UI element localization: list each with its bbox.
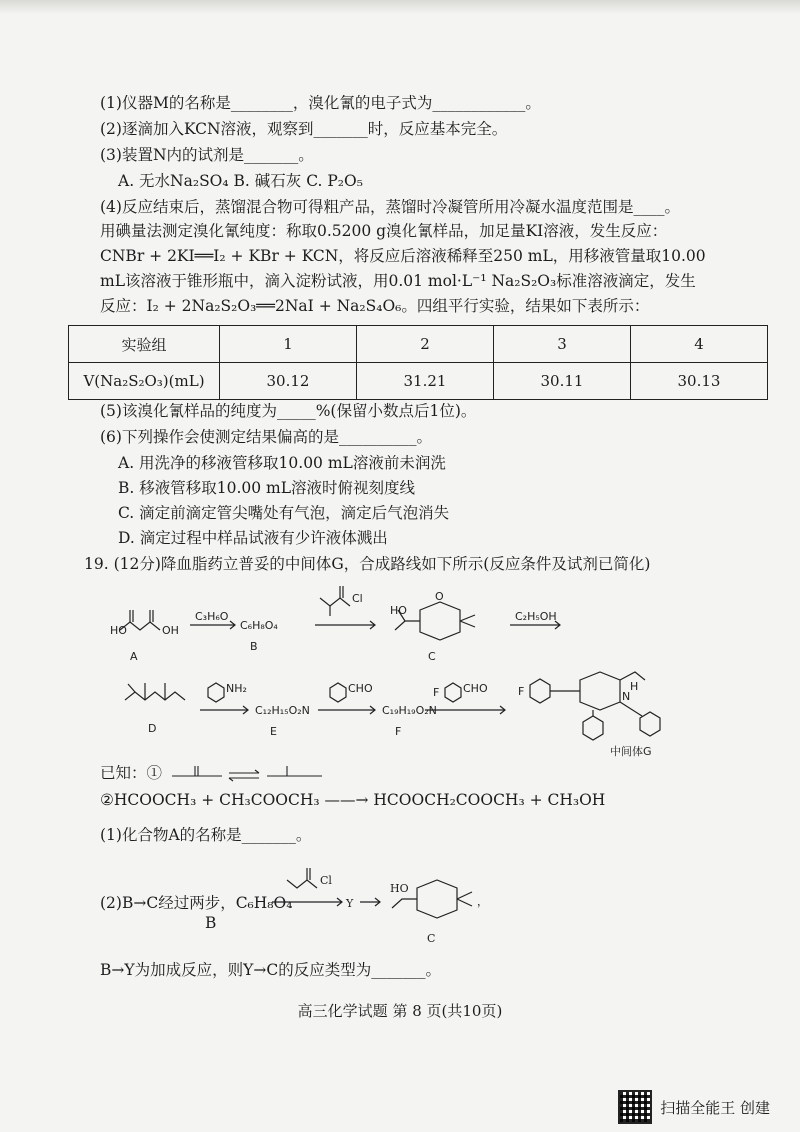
- tautomer-equation: [167, 764, 327, 784]
- question-4-line-3: CNBr + 2KI══I₂ + KBr + KCN，将反应后溶液稀释至250 mL，用移液管量取10.00: [100, 247, 706, 265]
- table-header-cell: 实验组: [69, 326, 220, 363]
- question-4-line-5: 反应：I₂ + 2Na₂S₂O₃══2NaI + Na₂S₄O₆。四组平行实验，结果如下表所示：: [100, 297, 650, 315]
- known-1: 已知：①: [100, 763, 327, 784]
- svg-text:CHO: CHO: [463, 682, 488, 695]
- scan-edge: [0, 0, 800, 14]
- svg-text:F: F: [518, 685, 525, 698]
- label-D: D: [148, 722, 157, 735]
- question-6: (6)下列操作会使测定结果偏高的是__________。: [100, 428, 432, 446]
- titration-table: [68, 325, 768, 400]
- question-6-option-c: C. 滴定前滴定管尖嘴处有气泡，滴定后气泡消失: [118, 504, 450, 522]
- table-cell: 30.13: [631, 363, 768, 400]
- table-row: [69, 326, 768, 363]
- known-2: ②HCOOCH₃ + CH₃COOCH₃ ——→ HCOOCH₂COOCH₃ + CH₃OH: [100, 791, 606, 809]
- question-4-line-2: 用碘量法测定溴化氰纯度：称取0.5200 g溴化氰样品，加足量KI溶液，发生反应：: [100, 222, 668, 240]
- label-C: C: [428, 650, 436, 663]
- question-6-option-a: A. 用洗净的移液管移取10.00 mL溶液前未润洗: [118, 454, 446, 472]
- q2-scheme: [272, 860, 492, 950]
- label-E: E: [270, 725, 277, 738]
- formula-F: C₁₉H₁₉O₂N: [382, 704, 437, 717]
- question-19-title: 19. (12分)降血脂药立普妥的中间体G，合成路线如下所示(反应条件及试剂已简化): [84, 555, 651, 573]
- svg-text:N: N: [622, 690, 631, 703]
- svg-text:O: O: [435, 590, 444, 603]
- svg-text:，: ，: [477, 895, 488, 908]
- table-row-label: V(Na₂S₂O₃)(mL): [69, 363, 220, 400]
- synthesis-scheme: [90, 580, 710, 760]
- q19-part-1: (1)化合物A的名称是_______。: [100, 826, 312, 844]
- svg-text:Cl: Cl: [320, 874, 332, 887]
- q19-part-2-question: B→Y为加成反应，则Y→C的反应类型为_______。: [100, 961, 441, 979]
- svg-text:F: F: [433, 686, 440, 699]
- question-1: (1)仪器M的名称是________，溴化氰的电子式为____________。: [100, 94, 541, 112]
- qr-code-icon: [618, 1090, 652, 1124]
- question-4-line-1: (4)反应结束后，蒸馏混合物可得粗产品，蒸馏时冷凝管所用冷凝水温度范围是____。: [100, 198, 680, 216]
- question-2: (2)逐滴加入KCN溶液，观察到_______时，反应基本完全。: [100, 120, 508, 138]
- table-row: [69, 363, 768, 400]
- q19-part-2: (2)B→C经过两步，C₆H₈O₄: [100, 894, 293, 912]
- table-cell: 30.11: [494, 363, 631, 400]
- table-cell: 30.12: [220, 363, 357, 400]
- table-header-cell: 2: [357, 326, 494, 363]
- label-B: B: [250, 640, 258, 653]
- formula-B: C₆H₈O₄: [240, 619, 278, 632]
- svg-text:Cl: Cl: [352, 592, 363, 605]
- scanner-watermark: 扫描全能王 创建: [618, 1090, 770, 1124]
- question-5: (5)该溴化氰样品的纯度为_____%(保留小数点后1位)。: [100, 402, 477, 420]
- question-6-option-b: B. 移液管移取10.00 mL溶液时俯视刻度线: [118, 479, 416, 497]
- question-6-option-d: D. 滴定过程中样品试液有少许液体溅出: [118, 529, 388, 547]
- question-4-line-4: mL该溶液于锥形瓶中，滴入淀粉试液，用0.01 mol·L⁻¹ Na₂S₂O₃标准溶液滴定，发生: [100, 272, 696, 290]
- svg-text:HO: HO: [390, 604, 407, 617]
- question-3: (3)装置N内的试剂是_______。: [100, 146, 314, 164]
- reagent-1: C₃H₆O: [195, 610, 229, 623]
- reagent-3: C₂H₅OH: [515, 610, 557, 623]
- svg-text:HO: HO: [390, 882, 409, 895]
- q2-label-B: B: [205, 914, 217, 932]
- table-header-cell: 3: [494, 326, 631, 363]
- table-header-cell: 1: [220, 326, 357, 363]
- svg-text:HO: HO: [110, 624, 127, 637]
- table-cell: 31.21: [357, 363, 494, 400]
- svg-text:H: H: [630, 680, 639, 693]
- question-3-options: A. 无水Na₂SO₄ B. 碱石灰 C. P₂O₅: [118, 172, 363, 190]
- svg-text:Y: Y: [346, 897, 354, 910]
- svg-text:C: C: [427, 932, 436, 945]
- label-F: F: [395, 725, 402, 738]
- label-A: A: [130, 650, 138, 663]
- svg-text:CHO: CHO: [348, 682, 373, 695]
- label-G: 中间体G: [610, 745, 652, 758]
- table-header-cell: 4: [631, 326, 768, 363]
- page-footer: 高三化学试题 第 8 页(共10页): [297, 1002, 503, 1020]
- svg-text:NH₂: NH₂: [226, 682, 247, 695]
- svg-text:OH: OH: [162, 624, 179, 637]
- formula-E: C₁₂H₁₅O₂N: [255, 704, 310, 717]
